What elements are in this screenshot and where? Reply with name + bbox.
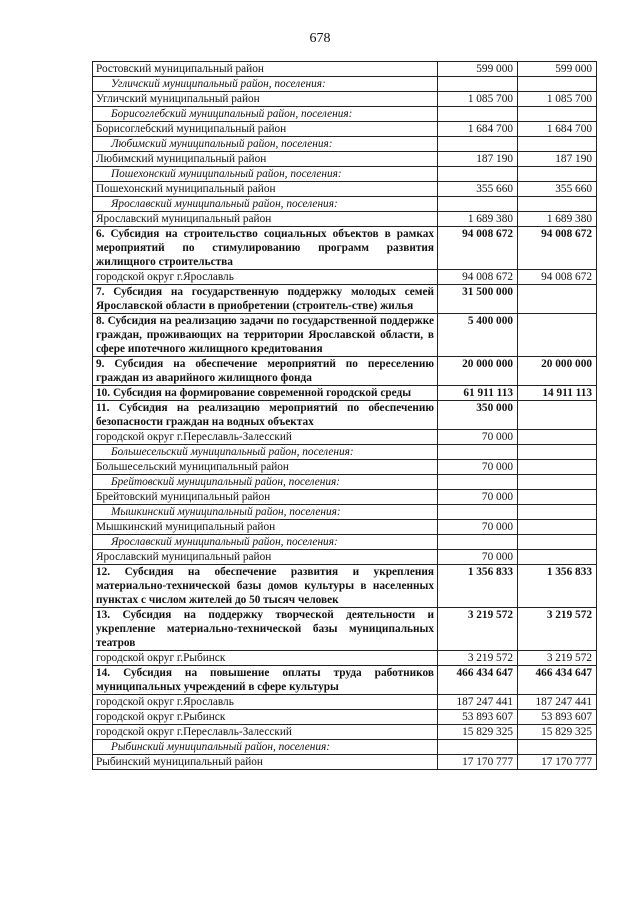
amount-cell-1: 187 190 bbox=[438, 152, 518, 167]
amount-cell-1: 1 689 380 bbox=[438, 212, 518, 227]
page-number: 678 bbox=[309, 31, 331, 46]
amount-cell-1: 1 085 700 bbox=[438, 92, 518, 107]
row-name-cell: Любимский муниципальный район, поселения: bbox=[93, 137, 438, 152]
group-header-row bbox=[93, 137, 597, 152]
amount-cell-2 bbox=[518, 167, 597, 182]
amount-cell-2: 187 247 441 bbox=[518, 695, 597, 710]
row-name-cell: Ярославский муниципальный район, поселения: bbox=[93, 197, 438, 212]
amount-cell-1: 3 219 572 bbox=[438, 651, 518, 666]
amount-cell-2 bbox=[518, 490, 597, 505]
amount-cell-1 bbox=[438, 137, 518, 152]
amount-cell-1: 20 000 000 bbox=[438, 357, 518, 386]
amount-cell-2: 1 689 380 bbox=[518, 212, 597, 227]
subsidy-row bbox=[93, 227, 597, 270]
row-name-cell: Пошехонский муниципальный район bbox=[93, 182, 438, 197]
row-name-cell: городской округ г.Ярославль bbox=[93, 695, 438, 710]
amount-cell-1 bbox=[438, 197, 518, 212]
amount-cell-1: 3 219 572 bbox=[438, 608, 518, 651]
row-name-cell: Большесельский муниципальный район bbox=[93, 460, 438, 475]
group-header-row bbox=[93, 197, 597, 212]
row-name-cell: Брейтовский муниципальный район bbox=[93, 490, 438, 505]
row-name-cell: 6. Субсидия на строительство социальных объектов в рамках мероприятий по стимулированию программ развития жилищного строительства bbox=[93, 227, 438, 270]
amount-cell-2 bbox=[518, 475, 597, 490]
amount-cell-1: 1 356 833 bbox=[438, 565, 518, 608]
row-name-cell: 13. Субсидия на поддержку творческой деятельности и укрепление материально-технической базы муниципальных театров bbox=[93, 608, 438, 651]
amount-cell-1: 53 893 607 bbox=[438, 710, 518, 725]
recipient-row bbox=[93, 122, 597, 137]
subsidy-row bbox=[93, 386, 597, 401]
group-header-row bbox=[93, 77, 597, 92]
group-header-row bbox=[93, 505, 597, 520]
row-name-cell: Любимский муниципальный район bbox=[93, 152, 438, 167]
row-name-cell: городской округ г.Переславль-Залесский bbox=[93, 430, 438, 445]
amount-cell-2 bbox=[518, 430, 597, 445]
amount-cell-1: 70 000 bbox=[438, 550, 518, 565]
amount-cell-1: 94 008 672 bbox=[438, 270, 518, 285]
amount-cell-1: 31 500 000 bbox=[438, 285, 518, 314]
amount-cell-1: 466 434 647 bbox=[438, 666, 518, 695]
amount-cell-1: 70 000 bbox=[438, 520, 518, 535]
amount-cell-1: 61 911 113 bbox=[438, 386, 518, 401]
amount-cell-2: 355 660 bbox=[518, 182, 597, 197]
row-name-cell: городской округ г.Переславль-Залесский bbox=[93, 725, 438, 740]
group-header-row bbox=[93, 535, 597, 550]
amount-cell-1: 1 684 700 bbox=[438, 122, 518, 137]
amount-cell-1 bbox=[438, 77, 518, 92]
amount-cell-2 bbox=[518, 550, 597, 565]
row-name-cell: городской округ г.Рыбинск bbox=[93, 710, 438, 725]
recipient-row bbox=[93, 651, 597, 666]
amount-cell-1 bbox=[438, 107, 518, 122]
amount-cell-2: 3 219 572 bbox=[518, 608, 597, 651]
recipient-row bbox=[93, 182, 597, 197]
amount-cell-1: 5 400 000 bbox=[438, 314, 518, 357]
row-name-cell: Угличский муниципальный район, поселения: bbox=[93, 77, 438, 92]
amount-cell-1: 187 247 441 bbox=[438, 695, 518, 710]
amount-cell-1 bbox=[438, 535, 518, 550]
row-name-cell: Ярославский муниципальный район bbox=[93, 212, 438, 227]
amount-cell-2 bbox=[518, 107, 597, 122]
amount-cell-2: 94 008 672 bbox=[518, 227, 597, 270]
row-name-cell: Мышкинский муниципальный район bbox=[93, 520, 438, 535]
amount-cell-2 bbox=[518, 505, 597, 520]
row-name-cell: 12. Субсидия на обеспечение развития и укрепления материально-технической базы домов культуры в населенных пунктах с числом жителей до 50 тысяч человек bbox=[93, 565, 438, 608]
recipient-row bbox=[93, 550, 597, 565]
amount-cell-1 bbox=[438, 505, 518, 520]
recipient-row bbox=[93, 62, 597, 77]
amount-cell-2 bbox=[518, 77, 597, 92]
amount-cell-2: 15 829 325 bbox=[518, 725, 597, 740]
row-name-cell: Мышкинский муниципальный район, поселения: bbox=[93, 505, 438, 520]
amount-cell-2 bbox=[518, 197, 597, 212]
amount-cell-2 bbox=[518, 460, 597, 475]
row-name-cell: Борисоглебский муниципальный район bbox=[93, 122, 438, 137]
amount-cell-2: 1 085 700 bbox=[518, 92, 597, 107]
row-name-cell: Рыбинский муниципальный район, поселения: bbox=[93, 740, 438, 755]
row-name-cell: Угличский муниципальный район bbox=[93, 92, 438, 107]
amount-cell-2: 53 893 607 bbox=[518, 710, 597, 725]
subsidy-row bbox=[93, 565, 597, 608]
amount-cell-2 bbox=[518, 535, 597, 550]
row-name-cell: Брейтовский муниципальный район, поселения: bbox=[93, 475, 438, 490]
recipient-row bbox=[93, 270, 597, 285]
amount-cell-2: 1 684 700 bbox=[518, 122, 597, 137]
row-name-cell: 8. Субсидия на реализацию задачи по государственной поддержке граждан, проживающих на территории Ярославской области, в сфере ипотечного жилищного кредитования bbox=[93, 314, 438, 357]
amount-cell-1: 355 660 bbox=[438, 182, 518, 197]
subsidy-row bbox=[93, 357, 597, 386]
row-name-cell: 10. Субсидия на формирование современной городской среды bbox=[93, 386, 438, 401]
group-header-row bbox=[93, 445, 597, 460]
budget-table-body bbox=[93, 62, 597, 770]
amount-cell-2: 3 219 572 bbox=[518, 651, 597, 666]
amount-cell-2: 14 911 113 bbox=[518, 386, 597, 401]
row-name-cell: 7. Субсидия на государственную поддержку молодых семей Ярославской области в приобретении (строитель-стве) жилья bbox=[93, 285, 438, 314]
amount-cell-2: 466 434 647 bbox=[518, 666, 597, 695]
group-header-row bbox=[93, 475, 597, 490]
amount-cell-1: 15 829 325 bbox=[438, 725, 518, 740]
subsidy-row bbox=[93, 314, 597, 357]
amount-cell-2 bbox=[518, 285, 597, 314]
row-name-cell: 14. Субсидия на повышение оплаты труда работников муниципальных учреждений в сфере культуры bbox=[93, 666, 438, 695]
group-header-row bbox=[93, 107, 597, 122]
group-header-row bbox=[93, 167, 597, 182]
subsidy-row bbox=[93, 285, 597, 314]
amount-cell-1: 350 000 bbox=[438, 401, 518, 430]
row-name-cell: Ярославский муниципальный район, поселения: bbox=[93, 535, 438, 550]
amount-cell-1 bbox=[438, 740, 518, 755]
row-name-cell: 9. Субсидия на обеспечение мероприятий по переселению граждан из аварийного жилищного фонда bbox=[93, 357, 438, 386]
subsidy-row bbox=[93, 401, 597, 430]
amount-cell-1 bbox=[438, 475, 518, 490]
amount-cell-2: 187 190 bbox=[518, 152, 597, 167]
recipient-row bbox=[93, 212, 597, 227]
amount-cell-1: 70 000 bbox=[438, 490, 518, 505]
amount-cell-2 bbox=[518, 137, 597, 152]
amount-cell-2: 94 008 672 bbox=[518, 270, 597, 285]
row-name-cell: городской округ г.Ярославль bbox=[93, 270, 438, 285]
recipient-row bbox=[93, 430, 597, 445]
amount-cell-1: 70 000 bbox=[438, 460, 518, 475]
amount-cell-1 bbox=[438, 167, 518, 182]
amount-cell-2: 20 000 000 bbox=[518, 357, 597, 386]
row-name-cell: 11. Субсидия на реализацию мероприятий по обеспечению безопасности граждан на водных объектах bbox=[93, 401, 438, 430]
row-name-cell: Борисоглебский муниципальный район, поселения: bbox=[93, 107, 438, 122]
amount-cell-1: 70 000 bbox=[438, 430, 518, 445]
recipient-row bbox=[93, 490, 597, 505]
row-name-cell: городской округ г.Рыбинск bbox=[93, 651, 438, 666]
amount-cell-2 bbox=[518, 520, 597, 535]
amount-cell-1 bbox=[438, 445, 518, 460]
amount-cell-2 bbox=[518, 401, 597, 430]
row-name-cell: Ростовский муниципальный район bbox=[93, 62, 438, 77]
amount-cell-2 bbox=[518, 445, 597, 460]
amount-cell-2: 17 170 777 bbox=[518, 755, 597, 770]
recipient-row bbox=[93, 725, 597, 740]
recipient-row bbox=[93, 92, 597, 107]
amount-cell-1: 94 008 672 bbox=[438, 227, 518, 270]
amount-cell-1: 599 000 bbox=[438, 62, 518, 77]
recipient-row bbox=[93, 152, 597, 167]
amount-cell-2 bbox=[518, 314, 597, 357]
recipient-row bbox=[93, 460, 597, 475]
amount-cell-2: 599 000 bbox=[518, 62, 597, 77]
budget-table bbox=[92, 61, 597, 770]
row-name-cell: Большесельский муниципальный район, поселения: bbox=[93, 445, 438, 460]
subsidy-row bbox=[93, 608, 597, 651]
recipient-row bbox=[93, 695, 597, 710]
recipient-row bbox=[93, 755, 597, 770]
recipient-row bbox=[93, 520, 597, 535]
amount-cell-2 bbox=[518, 740, 597, 755]
row-name-cell: Пошехонский муниципальный район, поселения: bbox=[93, 167, 438, 182]
row-name-cell: Рыбинский муниципальный район bbox=[93, 755, 438, 770]
row-name-cell: Ярославский муниципальный район bbox=[93, 550, 438, 565]
group-header-row bbox=[93, 740, 597, 755]
amount-cell-1: 17 170 777 bbox=[438, 755, 518, 770]
subsidy-row bbox=[93, 666, 597, 695]
amount-cell-2: 1 356 833 bbox=[518, 565, 597, 608]
recipient-row bbox=[93, 710, 597, 725]
